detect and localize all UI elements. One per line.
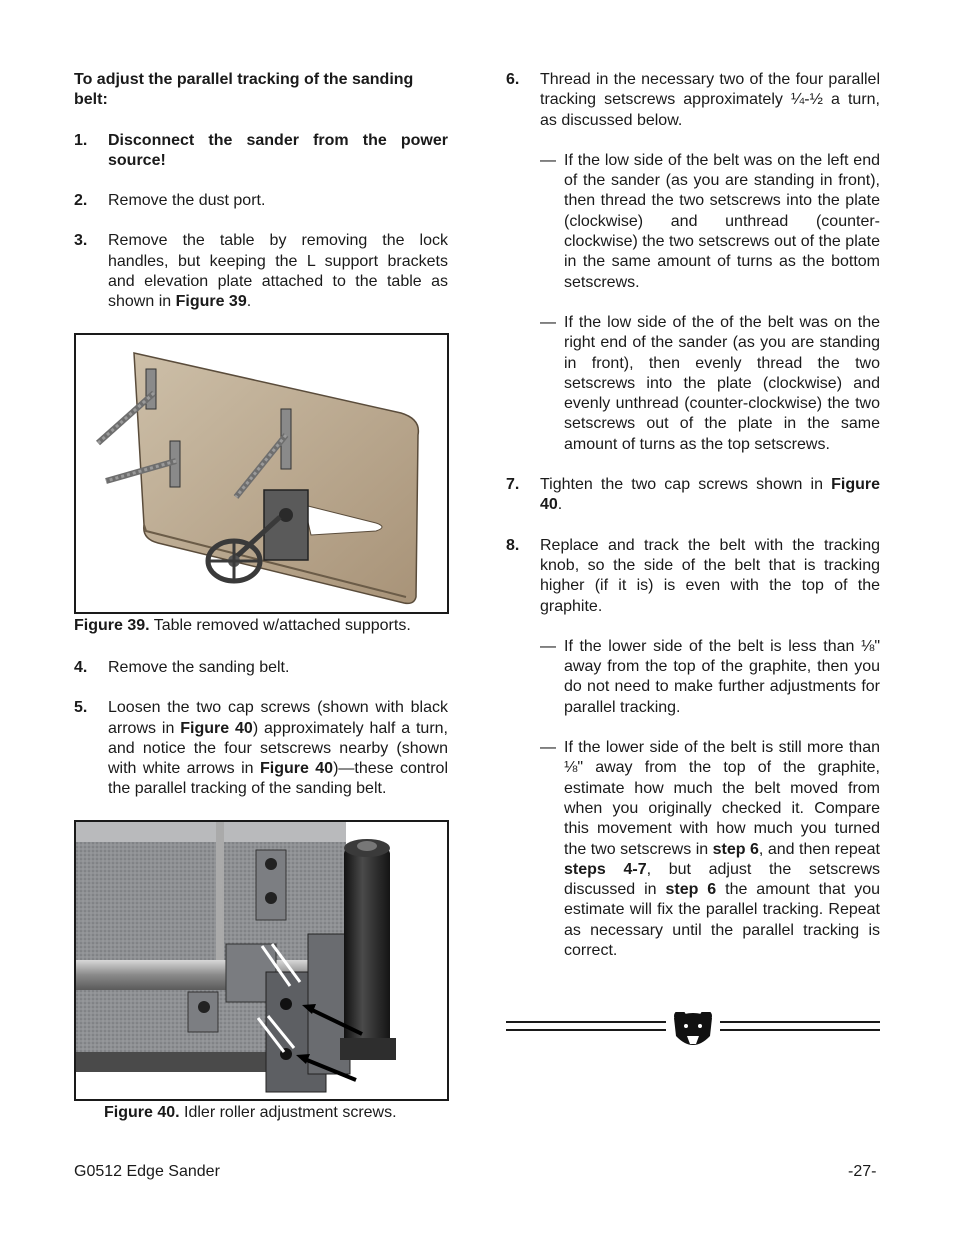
step-6 <box>506 70 880 131</box>
footer-page-number: -27- <box>848 1163 877 1180</box>
step-text: Remove the table by removing the lock handles, but keeping the L support brackets and elevation plate attached to the table as shown in Figure 39. <box>108 232 448 311</box>
step-number: 6. <box>506 71 520 88</box>
step-number: 1. <box>74 131 88 149</box>
step-reference: step 6 <box>712 840 759 858</box>
step-text: Tighten the two cap screws shown in Figure 40. <box>540 476 880 514</box>
step-number: 8. <box>506 536 520 554</box>
figure-40-image <box>74 820 449 1101</box>
figure-39-image <box>74 333 449 614</box>
right-column <box>506 70 880 981</box>
step-number: 3. <box>74 232 88 250</box>
step-text: Thread in the necessary two of the four parallel tracking setscrews approximately ¼-½ a turn, as discussed below. <box>540 71 880 129</box>
footer-model: G0512 Edge Sander <box>74 1163 220 1180</box>
note-text: If the low side of the belt was on the left end of the sander (as you are standing in front), then thread the two setscrews into the plate (clockwise) and unthread (counter-clockwise) the two setscrews out of the plate in the same amount of turns as the bottom setscrews. <box>564 151 880 291</box>
section-divider <box>506 1012 880 1052</box>
step-reference: step 6 <box>665 881 717 899</box>
step-number: 4. <box>74 658 88 676</box>
step-4 <box>74 658 448 678</box>
left-column <box>74 70 448 1145</box>
note-right-side <box>506 313 880 455</box>
note-dash: — <box>540 313 556 331</box>
step-8 <box>506 536 880 617</box>
figure-reference: Figure 40 <box>259 760 334 778</box>
note-less-than <box>506 637 880 718</box>
step-1 <box>74 131 448 172</box>
note-more-than <box>506 738 880 961</box>
note-dash: — <box>540 637 556 655</box>
figure-40-caption: Figure 40. Idler roller adjustment screws. <box>104 1103 397 1121</box>
step-text: Disconnect the sander from the power source! <box>108 131 448 169</box>
bear-head-logo-icon <box>674 1012 712 1045</box>
step-7 <box>506 475 880 516</box>
note-text: If the lower side of the belt is less than ⅛" away from the top of the graphite, then you do not need to make further adjustments for parallel tracking. <box>564 637 880 716</box>
step-text: Remove the dust port. <box>108 192 266 210</box>
step-number: 2. <box>74 192 88 210</box>
figure-reference: Figure 40 <box>180 719 253 737</box>
note-dash: — <box>540 151 556 169</box>
step-text: Replace and track the belt with the tracking knob, so the side of the belt that is tracking higher (if it is) is even with the top of the graphite. <box>540 536 880 615</box>
step-3 <box>74 231 448 312</box>
figure-reference: Figure 40 <box>540 476 880 514</box>
table-illustration <box>76 335 447 612</box>
step-2 <box>74 191 448 211</box>
note-text: If the low side of the of the belt was on the right end of the sander (as you are standing in front), then evenly thread the two setscrews into the plate (clockwise) and evenly unthread (counter-clockwise) the two setscrews out of the plate in the same amount of turns as the top setscrews. <box>564 313 880 453</box>
step-text: Loosen the two cap screws (shown with black arrows in Figure 40) approximately half a turn, and notice the four setscrews nearby (shown with white arrows in Figure 40)—these control the parallel tracking of the sanding belt. <box>108 699 449 798</box>
step-text: Remove the sanding belt. <box>108 658 290 676</box>
idler-roller-illustration <box>76 822 447 1099</box>
note-left-side <box>506 151 880 293</box>
step-number: 7. <box>506 476 520 494</box>
note-dash: — <box>540 739 556 757</box>
section-heading: To adjust the parallel tracking of the sanding belt: <box>74 71 414 109</box>
figure-39-caption: Figure 39. Table removed w/attached supports. <box>74 616 411 634</box>
step-reference: steps 4-7 <box>564 860 647 878</box>
note-text: If the lower side of the belt is still more than ⅛" away from the top of the graphite, estimate how much the belt moved from when you originally checked it. Compare this movement with how much you turned the two setscrews in step 6, and then repeat steps 4-7, but adjust the setscrews discussed in step 6 the amount that you estimate will fix the parallel tracking. Repeat as necessary until the parallel tracking is correct. <box>564 739 881 959</box>
step-5 <box>74 698 448 799</box>
figure-reference: Figure 39 <box>175 293 247 311</box>
step-number: 5. <box>74 699 88 717</box>
